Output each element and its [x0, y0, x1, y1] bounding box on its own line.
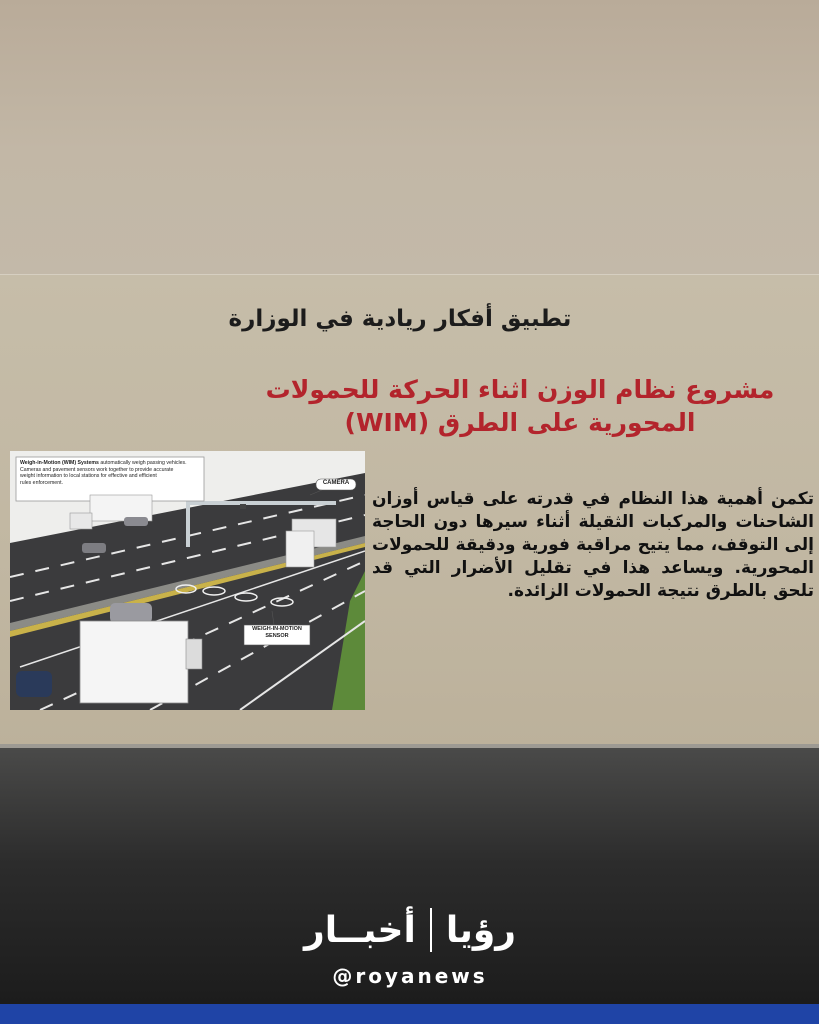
top-background — [0, 0, 819, 274]
project-title-line2: المحورية على الطرق (WIM) — [344, 407, 696, 437]
caption-line2: Cameras and pavement sensors work together to provide accurate — [20, 466, 174, 473]
wim-illustration — [10, 451, 365, 710]
sensor-label-line2: SENSOR — [265, 633, 289, 640]
brand-word: أخبــار — [304, 909, 416, 951]
caption-line3: weight information to local stations for effective and efficient — [20, 473, 157, 479]
caption-rest: automatically weigh passing vehicles. — [100, 460, 187, 466]
brand-separator — [430, 908, 432, 952]
caption-line4: rules enforcement. — [20, 479, 63, 486]
caption-bold: Weigh-in-Motion (WIM) Systems — [20, 460, 99, 466]
sensor-label-line1: WEIGH-IN-MOTION — [252, 626, 302, 632]
illustration-caption — [20, 460, 204, 486]
description-text: تكمن أهمية هذا النظام في قدرته على قياس أوزان الشاحنات والمركبات الثقيلة أثناء سيرها دون الحاجة إلى التوقف، مما يتيح مراقبة فورية ودقيقة للحمولات المحورية. ويساعد هذا في تقليل الأضرار التي قد تلحق بالطرق نتيجة الحمولات الزائدة. — [372, 489, 814, 602]
brand-logo — [300, 900, 520, 960]
sensor-label — [244, 626, 310, 640]
social-handle: @royanews — [332, 964, 488, 988]
brand-mark: رؤيا — [445, 909, 516, 951]
project-title — [260, 374, 780, 439]
project-title-line1: مشروع نظام الوزن اثناء الحركة للحمولات — [265, 375, 775, 404]
section-title: تطبيق أفكار ريادية في الوزارة — [228, 306, 572, 332]
camera-label: CAMERA — [322, 480, 350, 486]
bottom-accent-bar — [0, 1004, 819, 1024]
